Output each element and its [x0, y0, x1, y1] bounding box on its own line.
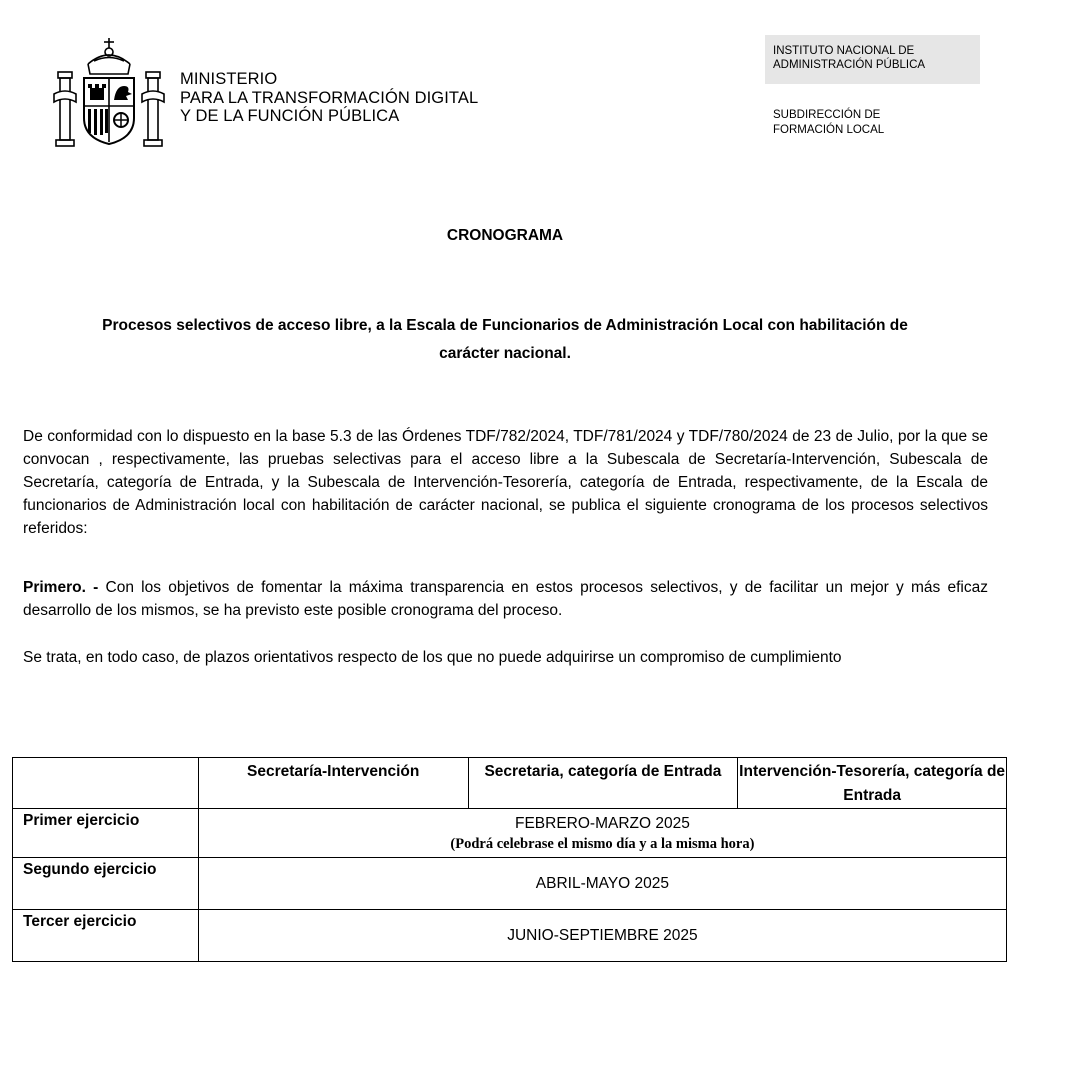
subdirectorate-line: SUBDIRECCIÓN DE — [773, 109, 881, 121]
column-header — [13, 758, 199, 809]
first-point-text: Con los objetivos de fomentar la máxima transparencia en estos procesos selectivos, y de facilitar un mejor y más eficaz desarrollo de los mismos, se ha previsto este posible cronograma del proceso. — [23, 579, 988, 619]
first-point-lead: Primero. - — [23, 579, 99, 596]
disclaimer-paragraph: Se trata, en todo caso, de plazos orientativos respecto de los que no puede adquirirse un compromiso de cumplimiento — [23, 649, 842, 666]
first-point-paragraph — [23, 576, 988, 622]
subtitle-line: carácter nacional. — [439, 345, 571, 362]
row-label: Segundo ejercicio — [13, 858, 199, 910]
table-header-row — [13, 758, 1007, 809]
schedule-table — [12, 757, 1007, 962]
document-title: CRONOGRAMA — [446, 227, 564, 244]
table-row — [13, 910, 1007, 962]
subdirectorate-line: FORMACIÓN LOCAL — [773, 124, 885, 136]
column-header: Secretaría-Intervención — [198, 758, 468, 809]
institute-label — [765, 35, 980, 84]
table-row — [13, 809, 1007, 858]
subtitle-line: Procesos selectivos de acceso libre, a la Escala de Funcionarios de Administración Local con habilitación de — [102, 317, 908, 334]
ministry-line: Y DE LA FUNCIÓN PÚBLICA — [180, 107, 400, 125]
row-label: Primer ejercicio — [13, 809, 199, 858]
coat-of-arms-icon — [50, 34, 168, 150]
institute-line: ADMINISTRACIÓN PÚBLICA — [773, 58, 926, 71]
period-value: ABRIL-MAYO 2025 — [198, 858, 1006, 910]
institute-line: INSTITUTO NACIONAL DE — [773, 45, 915, 57]
period-cell — [198, 809, 1006, 858]
period-value: JUNIO-SEPTIEMBRE 2025 — [198, 910, 1006, 962]
ministry-name — [180, 70, 478, 126]
row-label: Tercer ejercicio — [13, 910, 199, 962]
column-header: Secretaria, categoría de Entrada — [468, 758, 738, 809]
period-note: (Podrá celebrase el mismo día y a la misma hora) — [450, 836, 755, 852]
period-value: FEBRERO-MARZO 2025 — [514, 815, 690, 832]
ministry-line: PARA LA TRANSFORMACIÓN DIGITAL — [180, 88, 479, 107]
column-header: Intervención-Tesorería, categoría de Entrada — [738, 758, 1007, 809]
intro-paragraph: De conformidad con lo dispuesto en la base 5.3 de las Órdenes TDF/782/2024, TDF/781/2024 y TDF/780/2024 de 23 de Julio, por la que se convocan , respectivamente, las pruebas selectivas para el acceso libre a la Subescala de Secretaría-Intervención, Subescala de Secretaría, categoría de Entrada, y la Subescala de Intervención-Tesorería, categoría de Entrada, respectivamente, de la Escala de funcionarios de Administración local con habilitación de carácter nacional, se publica el siguiente cronograma de los procesos selectivos referidos: — [23, 428, 988, 537]
document-subtitle — [30, 312, 980, 368]
ministry-line: MINISTERIO — [180, 70, 278, 88]
subdirectorate-label — [773, 108, 884, 138]
table-row — [13, 858, 1007, 910]
